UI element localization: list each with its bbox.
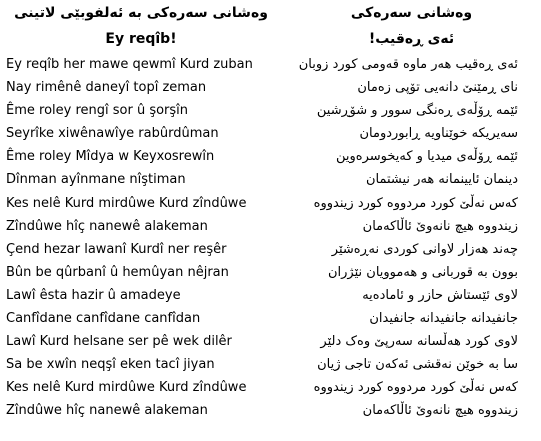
arabic-line: بوون بە قوربانی و هەموویان نێژران: [328, 264, 518, 280]
latin-line: Dînman ayînmane nîştiman: [6, 172, 186, 188]
arabic-line: دینمان ئایینمانە هەر نیشتمان: [365, 172, 518, 188]
latin-line: Seyrîke xiwênawîye rabûrdûman: [6, 126, 219, 142]
latin-line: Zîndûwe hîç nanewê alakeman: [6, 403, 208, 419]
latin-line: Bûn be qûrbanî û hemûyan nêjran: [6, 264, 229, 280]
latin-line: Kes nelê Kurd mirdûwe Kurd zîndûwe: [6, 380, 247, 396]
arabic-line: ئەی ڕەقیب هەر ماوە قەومی کورد زوبان: [298, 57, 518, 72]
arabic-line: ئێمە ڕۆڵەی میدیا و کەیخوسرەوین: [336, 149, 518, 165]
arabic-line: سا بە خوێن نەقشی ئەکەن تاجی ژیان: [317, 357, 518, 373]
latin-line: Kes nelê Kurd mirdûwe Kurd zîndûwe: [6, 195, 247, 211]
arabic-column-heading: وەشانی سەرەکی: [350, 5, 473, 21]
arabic-line: جانفیدانە جانفیدانە جانفیدان: [369, 311, 518, 327]
latin-script-column: [0, 0, 282, 423]
arabic-line: لاوی ئێستاش حازر و ئامادەیە: [362, 287, 518, 303]
arabic-line: کەس نەڵێ کورد مردووە کورد زیندووە: [313, 195, 518, 211]
arabic-line: زیندووە هیچ نانەوێ ئاڵاکەمان: [362, 403, 518, 419]
latin-line: Ême roley Mîdya w Keyxosrewîn: [6, 149, 215, 165]
arabic-line: لاوی کورد هەڵسانە سەرپێ وەک دلێر: [320, 334, 518, 350]
arabic-line: کەس نەڵێ کورد مردووە کورد زیندووە: [313, 380, 518, 396]
latin-line: Ey reqîb her mawe qewmî Kurd zuban: [6, 57, 253, 72]
arabic-anthem-title: ئەی ڕەقیب!: [368, 31, 455, 47]
latin-line: Lawî Kurd helsane ser pê wek dilêr: [6, 334, 232, 350]
arabic-line: زیندووە هیچ نانەوێ ئاڵاکەمان: [362, 218, 518, 234]
arabic-line: سەیریکە خوێناویە ڕابوردومان: [359, 126, 518, 142]
arabic-script-column: [282, 0, 541, 423]
latin-line: Sa be xwîn neqşî eken tacî jiyan: [6, 357, 215, 373]
latin-line: Ême roley rengî sor û şorşîn: [6, 103, 189, 119]
latin-column-heading: وەشانی سەرەکی بە ئەلفوبێی لاتینی: [14, 5, 268, 21]
latin-line: Zîndûwe hîç nanewê alakeman: [6, 218, 208, 234]
latin-anthem-title: Ey reqîb!: [105, 31, 177, 47]
arabic-line: نای ڕمێنێ دانەیی تۆپی زەمان: [357, 80, 518, 96]
arabic-line: چەند هەزار لاوانی کوردی نەڕەشێر: [331, 241, 518, 257]
latin-line: Lawî êsta hazir û amadeye: [6, 287, 181, 303]
latin-line: Canfîdane canfîdane canfîdan: [6, 311, 201, 327]
arabic-line: ئێمە ڕۆڵەی ڕەنگی سوور و شۆڕشین: [316, 103, 518, 119]
latin-line: Çend hezar lawanî Kurdî ner reşêr: [6, 241, 227, 257]
latin-line: Nay rimênê daneyî topî zeman: [6, 80, 207, 96]
